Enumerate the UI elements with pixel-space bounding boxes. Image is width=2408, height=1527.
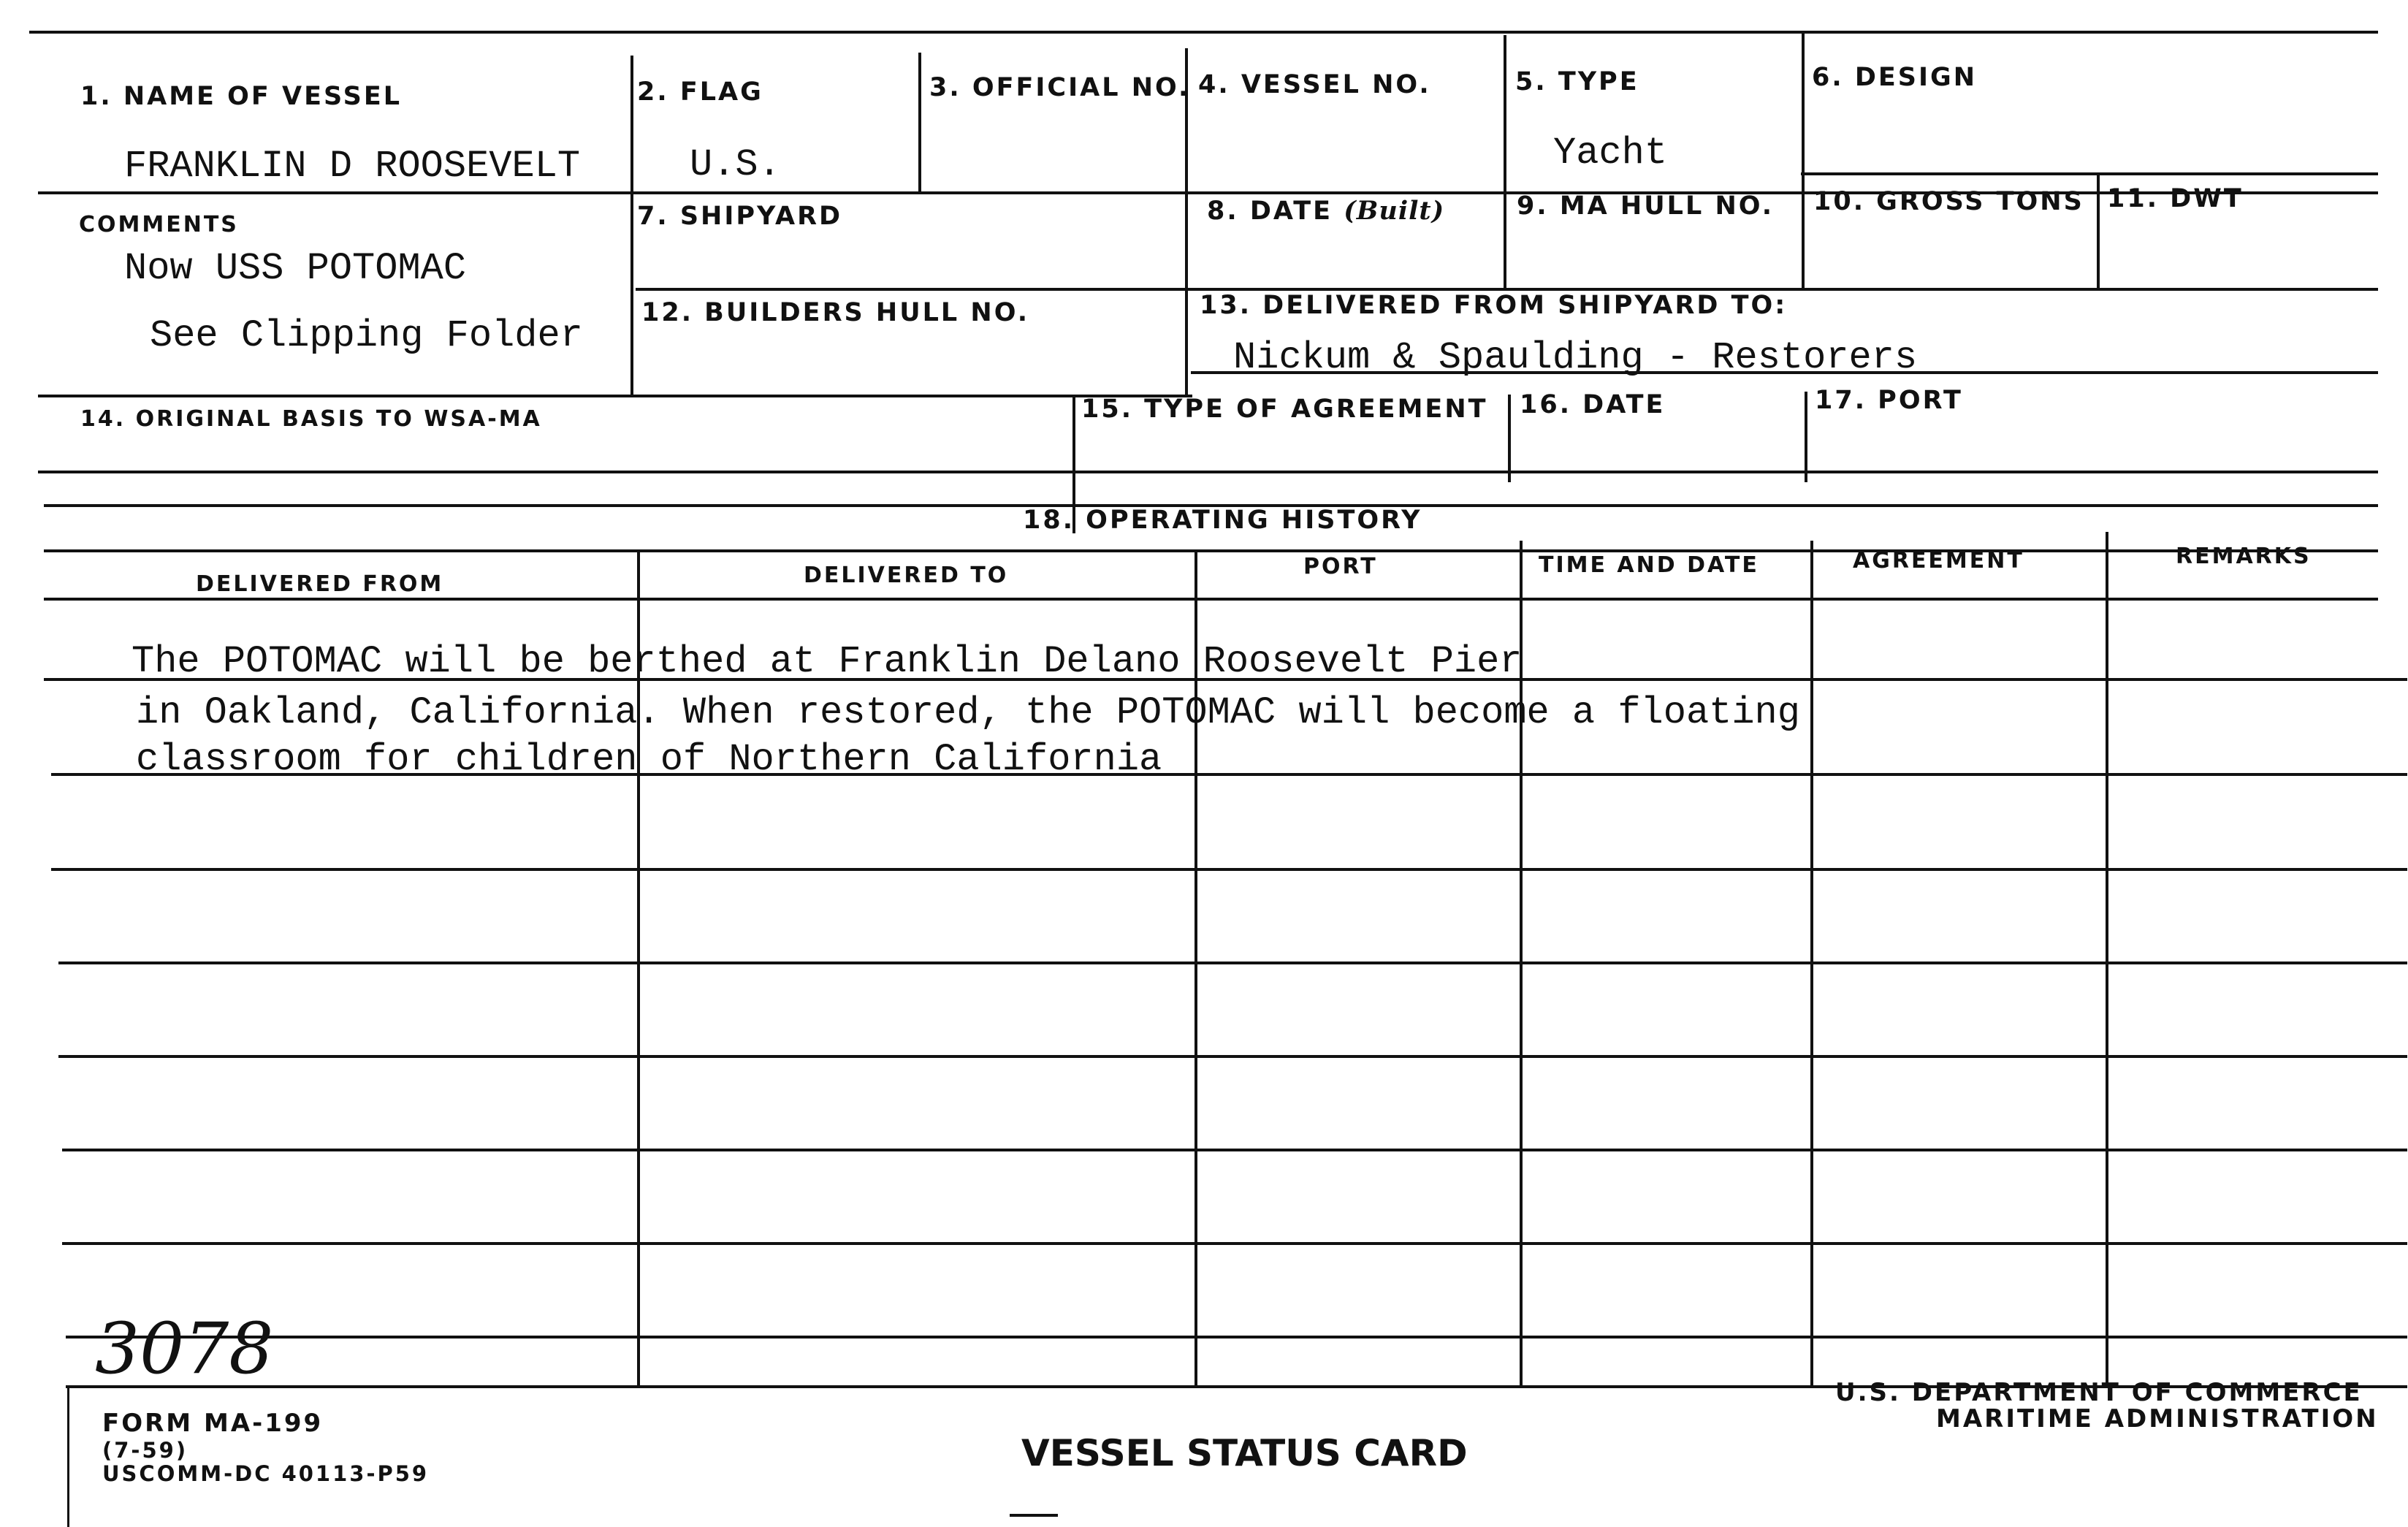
builders-hull-no-label: 12. BUILDERS HULL NO. (641, 298, 1029, 327)
rule-v-flag-official (918, 53, 921, 193)
comments-label: COMMENTS (79, 212, 239, 237)
date-label: 16. DATE (1520, 390, 1666, 419)
rule-v-vessel-type (1504, 35, 1506, 288)
name-of-vessel-value: FRANKLIN D ROOSEVELT (124, 145, 581, 188)
form-date: (7-59) (102, 1438, 188, 1463)
administration-name: MARITIME ADMINISTRATION (1936, 1404, 2379, 1433)
official-no-label: 3. OFFICIAL NO. (929, 73, 1191, 102)
port-label: 17. PORT (1815, 386, 1963, 415)
card-title: VESSEL STATUS CARD (1021, 1432, 1468, 1474)
rule-v-type-design (1802, 32, 1805, 288)
delivered-from-shipyard-value: Nickum & Spaulding - Restorers (1233, 336, 1918, 379)
flag-label: 2. FLAG (637, 77, 763, 107)
form-number: FORM MA-199 (102, 1409, 324, 1438)
rule-row4-bottom (38, 471, 2378, 473)
dwt-label: 11. DWT (2107, 184, 2244, 213)
design-label: 6. DESIGN (1812, 63, 1978, 92)
col-remarks: REMARKS (2176, 544, 2312, 569)
rule-history-line-5 (58, 1055, 2407, 1058)
operating-history-title: 18. OPERATING HISTORY (1023, 506, 1422, 535)
type-value: Yacht (1553, 132, 1668, 175)
ma-hull-no-label: 9. MA HULL NO. (1517, 191, 1775, 221)
rule-history-line-3 (51, 868, 2407, 871)
col-time-and-date: TIME AND DATE (1539, 552, 1759, 578)
rule-history-line-6 (62, 1149, 2407, 1151)
history-note-line-1: The POTOMAC will be berthed at Franklin Delano Roosevelt Pier (132, 640, 1523, 683)
type-of-agreement-label: 15. TYPE OF AGREEMENT (1081, 395, 1488, 424)
rule-v-history-col5 (2106, 532, 2108, 1385)
rule-history-line-4 (58, 961, 2407, 964)
delivered-from-shipyard-label: 13. DELIVERED FROM SHIPYARD TO: (1200, 291, 1788, 320)
original-basis-label: 14. ORIGINAL BASIS TO WSA-MA (80, 406, 542, 432)
rule-history-line-8 (66, 1336, 2407, 1338)
vessel-no-label: 4. VESSEL NO. (1198, 70, 1431, 99)
print-code: USCOMM-DC 40113-P59 (102, 1461, 430, 1486)
col-port: PORT (1303, 554, 1378, 579)
rule-history-header-bottom (44, 598, 2378, 601)
rule-v-history-col4 (1810, 541, 1813, 1385)
history-note-line-2: in Oakland, California. When restored, the POTOMAC will become a floating (136, 691, 1800, 734)
comments-line-1: Now USS POTOMAC (124, 247, 467, 290)
rule-v-date-port (1805, 392, 1807, 482)
history-note-line-3: classroom for children of Northern California (136, 738, 1162, 781)
flag-value: U.S. (690, 143, 781, 186)
col-delivered-to: DELIVERED TO (804, 563, 1009, 588)
rule-history-title-bottom (44, 549, 2378, 552)
type-label: 5. TYPE (1515, 67, 1639, 96)
col-agreement: AGREEMENT (1853, 548, 2024, 574)
rule-v-name-flag (630, 56, 633, 397)
name-of-vessel-label: 1. NAME OF VESSEL (80, 82, 403, 111)
date-built-label: 8. DATE (Built) (1207, 196, 1445, 226)
title-underline-mark (1010, 1514, 1058, 1517)
rule-row3-bottom (38, 395, 1192, 397)
comments-line-2: See Clipping Folder (150, 314, 583, 357)
shipyard-label: 7. SHIPYARD (637, 202, 843, 231)
rule-top (29, 31, 2378, 34)
rule-history-line-7 (62, 1242, 2407, 1245)
rule-v-left-edge-bottom (67, 1388, 69, 1527)
rule-v-agreement-date (1508, 395, 1511, 482)
gross-tons-label: 10. GROSS TONS (1813, 187, 2084, 216)
col-delivered-from: DELIVERED FROM (196, 571, 444, 597)
rule-row1-right (1801, 172, 2378, 175)
rule-v-gross-dwt (2097, 172, 2100, 289)
department-name: U.S. DEPARTMENT OF COMMERCE (1835, 1378, 2363, 1407)
handwritten-card-number: 3078 (95, 1308, 274, 1390)
